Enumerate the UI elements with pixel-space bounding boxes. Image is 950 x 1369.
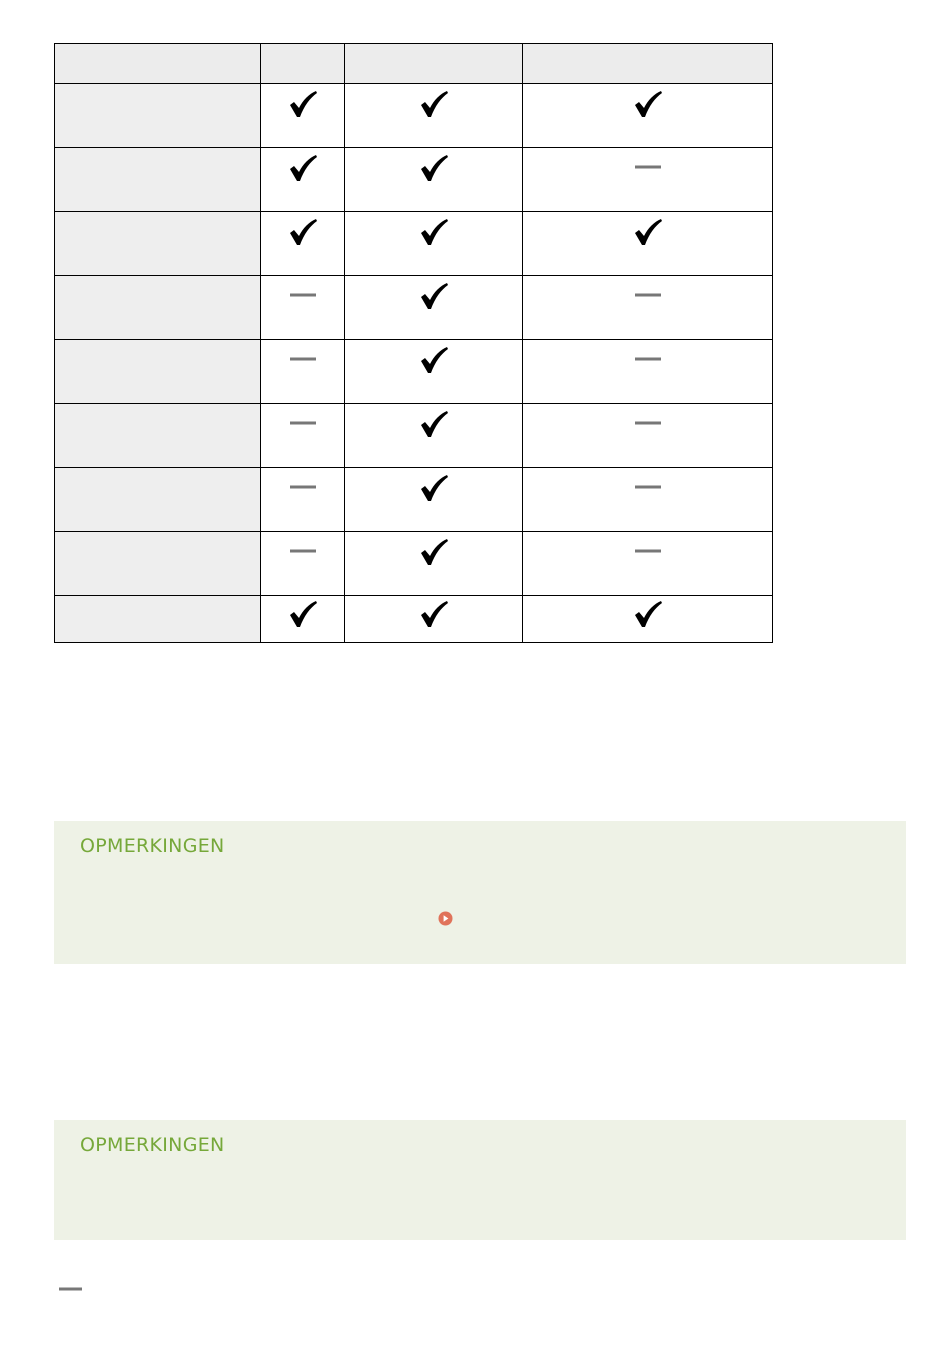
row-label-cell (55, 212, 261, 276)
note-title: OPMERKINGEN (80, 835, 225, 857)
table-cell (523, 148, 773, 212)
table-body (55, 84, 773, 643)
table-cell (523, 212, 773, 276)
checkmark-icon (419, 474, 449, 502)
dash-icon (290, 293, 316, 297)
table-row (55, 148, 773, 212)
dash-icon (635, 293, 661, 297)
table-cell (523, 340, 773, 404)
table-cell (523, 404, 773, 468)
circle-arrow-right-icon[interactable] (438, 911, 453, 926)
table-cell (523, 276, 773, 340)
table-header-row (55, 44, 773, 84)
table-row (55, 468, 773, 532)
note-title: OPMERKINGEN (80, 1134, 225, 1156)
dash-icon (290, 549, 316, 553)
checkmark-icon (419, 538, 449, 566)
table-cell (345, 84, 523, 148)
table-cell (261, 84, 345, 148)
row-label-cell (55, 596, 261, 643)
row-label-cell (55, 340, 261, 404)
table-cell (345, 468, 523, 532)
checkmark-icon (633, 600, 663, 628)
dash-icon (290, 357, 316, 361)
table-row (55, 596, 773, 643)
table-cell (345, 596, 523, 643)
checkmark-icon (288, 600, 318, 628)
dash-icon (59, 1287, 82, 1291)
table-cell (345, 404, 523, 468)
table-cell (345, 212, 523, 276)
header-cell-col-b (345, 44, 523, 84)
dash-icon (635, 549, 661, 553)
table-cell (261, 532, 345, 596)
checkmark-icon (288, 154, 318, 182)
table-cell (523, 84, 773, 148)
row-label-cell (55, 468, 261, 532)
dash-icon (635, 421, 661, 425)
row-label-cell (55, 84, 261, 148)
dash-icon (290, 485, 316, 489)
table-cell (345, 148, 523, 212)
checkmark-icon (633, 90, 663, 118)
table-row (55, 340, 773, 404)
dash-icon (635, 165, 661, 169)
table-cell (261, 596, 345, 643)
table-header (55, 44, 773, 84)
checkmark-icon (419, 346, 449, 374)
checkmark-icon (419, 90, 449, 118)
table-row (55, 276, 773, 340)
header-cell-col-a (261, 44, 345, 84)
note-box (54, 821, 906, 964)
row-label-cell (55, 148, 261, 212)
row-label-cell (55, 532, 261, 596)
table-cell (345, 340, 523, 404)
checkmark-icon (288, 218, 318, 246)
table-cell (523, 468, 773, 532)
checkmark-icon (419, 154, 449, 182)
dash-icon (290, 421, 316, 425)
table-cell (261, 468, 345, 532)
header-cell-label (55, 44, 261, 84)
checkmark-icon (419, 410, 449, 438)
checkmark-icon (419, 218, 449, 246)
table-row (55, 532, 773, 596)
table-cell (523, 596, 773, 643)
table-row (55, 212, 773, 276)
table-cell (261, 404, 345, 468)
table-cell (345, 532, 523, 596)
table-cell (523, 532, 773, 596)
checkmark-icon (419, 282, 449, 310)
dash-icon (635, 485, 661, 489)
row-label-cell (55, 276, 261, 340)
note-box (54, 1120, 906, 1240)
checkmark-icon (633, 218, 663, 246)
table-cell (261, 212, 345, 276)
checkmark-icon (419, 600, 449, 628)
table-cell (261, 148, 345, 212)
feature-table (54, 43, 773, 643)
table-row (55, 404, 773, 468)
header-cell-col-c (523, 44, 773, 84)
dash-icon (635, 357, 661, 361)
table-cell (261, 340, 345, 404)
row-label-cell (55, 404, 261, 468)
checkmark-icon (288, 90, 318, 118)
table-cell (345, 276, 523, 340)
table-row (55, 84, 773, 148)
table-cell (261, 276, 345, 340)
